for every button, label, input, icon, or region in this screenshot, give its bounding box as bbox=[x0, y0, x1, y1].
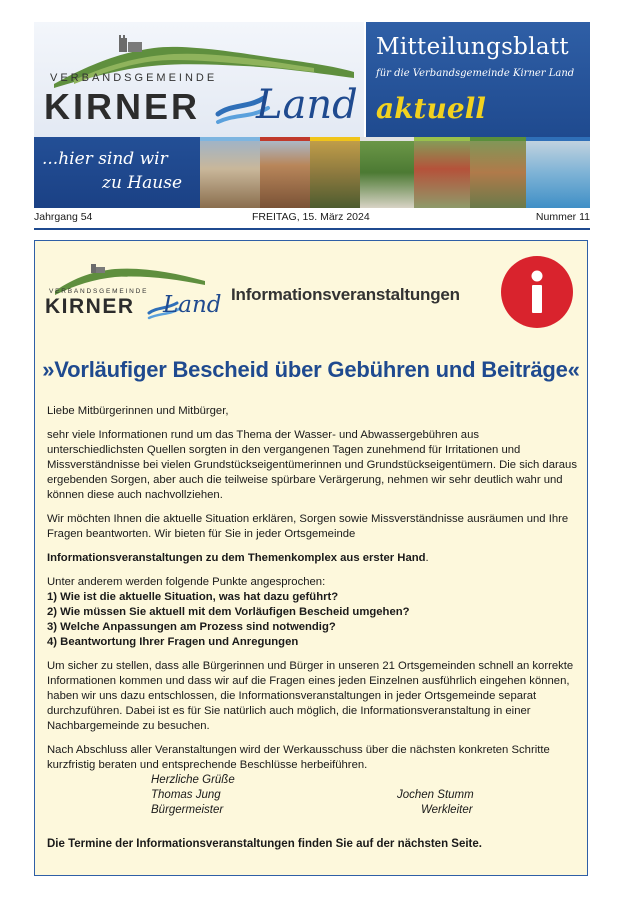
volume-label: Jahrgang 54 bbox=[34, 211, 93, 223]
article-logo-land: Land bbox=[163, 292, 222, 318]
masthead-logo-panel bbox=[34, 22, 364, 137]
masthead-photo-band bbox=[34, 137, 590, 208]
article-logo-verbandsgemeinde: VERBANDSGEMEINDE bbox=[49, 288, 149, 295]
points-intro: Unter anderem werden folgende Punkte angesprochen: bbox=[47, 576, 326, 588]
paragraph-3-bold: Informationsveranstaltungen zu dem Themenkomplex aus erster Hand bbox=[47, 552, 426, 564]
photo-castle-tower bbox=[310, 137, 360, 208]
paragraph-1: sehr viele Informationen rund um das Thema der Wasser- und Abwassergebühren aus unterschiedlichsten Quellen sorgten in den vergangenen Tagen zunehmend für Irritationen und Missverständnisse bei vielen Grundstückseigentümerinnen und Grundstückseigentümern. Die sich daraus ergebenden Sorgen, aber auch die teilweise spürbare Verärgerung, nehmen wir sehr deutlich wahr und können diese auch nachvollziehen. bbox=[47, 429, 577, 501]
masthead-title-panel bbox=[366, 22, 590, 137]
photo-rock-formation bbox=[470, 137, 526, 208]
slogan-line-2: zu Hause bbox=[102, 173, 183, 193]
photo-swimming-pool bbox=[526, 137, 590, 208]
header-divider bbox=[34, 228, 590, 230]
list-item: 4) Beantwortung Ihrer Fragen und Anregungen bbox=[47, 636, 299, 648]
photo-town-building bbox=[260, 137, 310, 208]
article-box bbox=[34, 240, 588, 876]
salutation: Liebe Mitbürgerinnen und Mitbürger, bbox=[47, 405, 229, 417]
photo-trees-street bbox=[360, 137, 414, 208]
list-item: 1) Wie ist die aktuelle Situation, was hat dazu geführt? bbox=[47, 591, 339, 603]
masthead bbox=[34, 22, 590, 137]
paragraph-4: Um sicher zu stellen, dass alle Bürgerinnen und Bürger in unseren 21 Ortsgemeinden schnell an korrekte Informationen kommen und dass wir auf die Fragen eines jeden Einzelnen ausführlich eingehen können, haben wir uns dazu entschlossen, die Informationsveranstaltungen in jeder Ortsgemeinde separat durchzuführen. Dabei ist es für Sie natürlich auch möglich, die Informationsveranstaltung in einer Nachbargemeinde zu besuchen. bbox=[47, 660, 574, 732]
paragraph-3-end: . bbox=[425, 552, 429, 564]
paragraph-3 bbox=[47, 551, 577, 566]
article-body bbox=[47, 404, 577, 773]
article-title: »Vorläufiger Bescheid über Gebühren und Beiträge« bbox=[42, 357, 580, 382]
paragraph-5: Nach Abschluss aller Veranstaltungen wird der Werkausschuss über die nächsten konkreten Schritte kurzfristig beraten und entsprechende Beschlüsse herbeiführen. bbox=[47, 744, 550, 771]
points-list bbox=[47, 590, 577, 650]
issue-number: Nummer 11 bbox=[535, 211, 590, 223]
photo-red-arches bbox=[414, 137, 470, 208]
signer-2-name: Jochen Stumm bbox=[397, 789, 474, 801]
aktuell-label: aktuell bbox=[376, 92, 486, 125]
issue-info-row bbox=[34, 211, 590, 225]
paragraph-2: Wir möchten Ihnen die aktuelle Situation erklären, Sorgen sowie Missverständnisse ausräumen und Ihre Fragen beantworten. Wir bieten für Sie in jeder Ortsgemeinde bbox=[47, 513, 569, 540]
info-icon bbox=[500, 255, 574, 329]
signer-1-name: Thomas Jung bbox=[151, 789, 221, 801]
list-item: 2) Wie müssen Sie aktuell mit dem Vorläufigen Bescheid umgehen? bbox=[47, 606, 410, 618]
greeting: Herzliche Grüße bbox=[151, 774, 235, 786]
article-logo-kirner: KIRNER bbox=[45, 295, 135, 318]
publication-subtitle: für die Verbandsgemeinde Kirner Land bbox=[376, 68, 575, 79]
logo-verbandsgemeinde: VERBANDSGEMEINDE bbox=[50, 72, 218, 84]
signer-1-role: Bürgermeister bbox=[151, 804, 224, 816]
article-logo bbox=[45, 255, 225, 325]
issue-date: FREITAG, 15. März 2024 bbox=[252, 211, 370, 223]
logo-kirner: KIRNER bbox=[44, 86, 201, 127]
list-item: 3) Welche Anpassungen am Prozess sind notwendig? bbox=[47, 621, 336, 633]
slogan-panel bbox=[34, 137, 200, 208]
castle-icon bbox=[89, 261, 107, 275]
castle-icon bbox=[116, 32, 146, 54]
article-category-heading: Informationsveranstaltungen bbox=[231, 285, 460, 304]
slogan-line-1: ...hier sind wir bbox=[42, 149, 168, 169]
publication-title: Mitteilungsblatt bbox=[376, 34, 569, 60]
photo-half-timbered-house bbox=[200, 137, 260, 208]
signer-2-role: Werkleiter bbox=[421, 804, 473, 816]
logo-land: Land bbox=[256, 82, 358, 128]
footer-note: Die Termine der Informationsveranstaltungen finden Sie auf der nächsten Seite. bbox=[47, 838, 482, 850]
